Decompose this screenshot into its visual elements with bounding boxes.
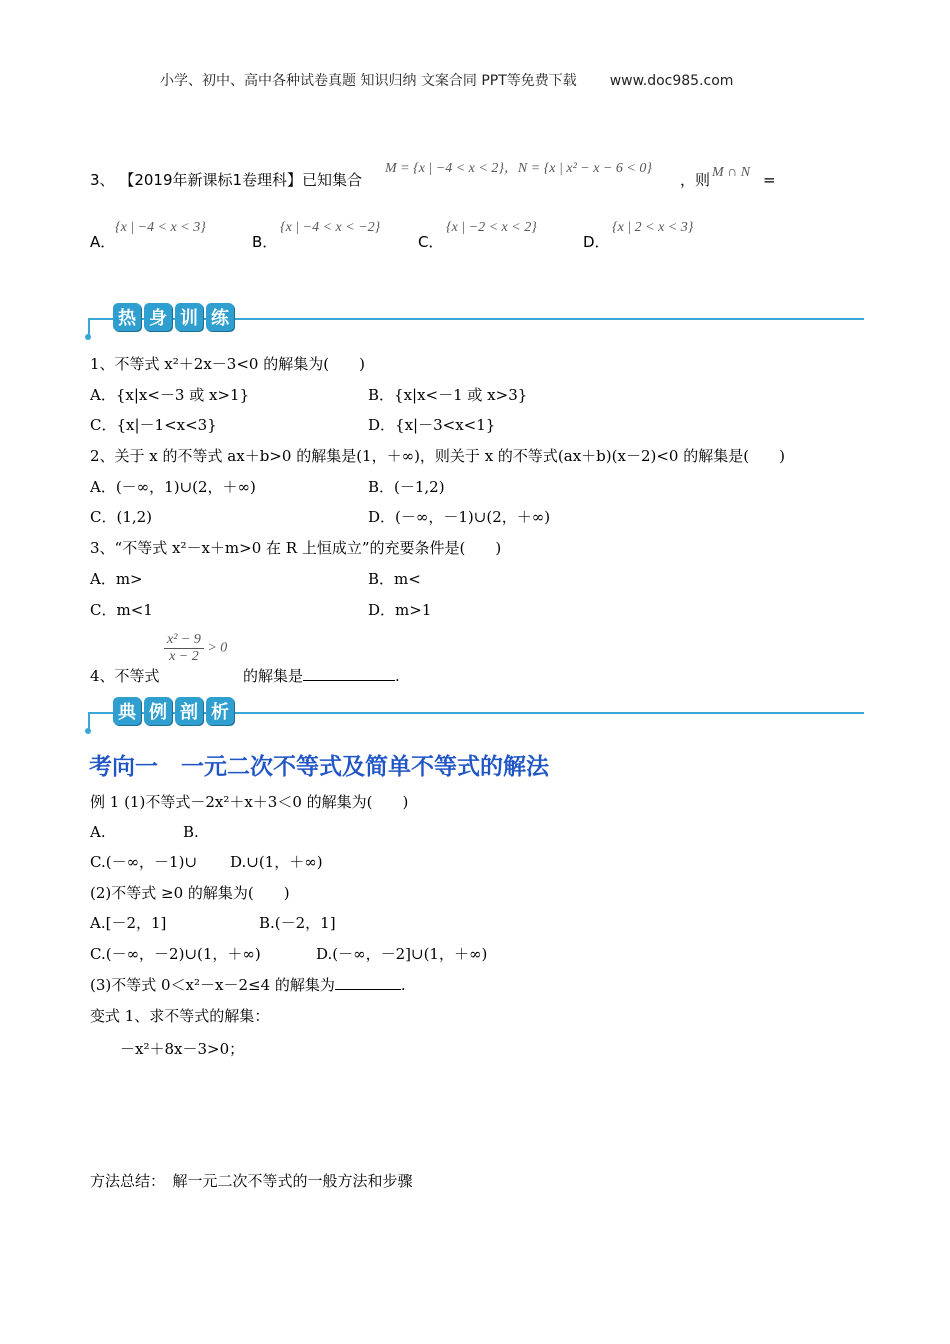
q3-number: 3、	[90, 171, 115, 189]
example-1-option-b: B.	[183, 823, 199, 841]
q3-option-b-math: {x | −4 < x < −2}	[280, 220, 381, 235]
banner-dot	[85, 334, 91, 340]
q3-option-d-label: D．	[583, 233, 610, 251]
warmup-q2-option-c: C．(1,2)	[90, 508, 153, 526]
header-site-link[interactable]: www.doc985.com	[609, 73, 734, 89]
example-2-option-c: C.(－∞，－2)∪(1，＋∞)	[90, 945, 261, 963]
warmup-q2-option-b: B．(－1,2)	[368, 478, 445, 496]
fraction	[164, 632, 204, 665]
examples-banner	[84, 696, 864, 730]
q3-tail	[680, 170, 710, 190]
warmup-q2-option-a: A．(－∞，1)∪(2，＋∞)	[90, 478, 256, 496]
q3-sets-formula: M = {x | −4 < x < 2}，N = {x | x² − x − 6 < 0}	[385, 161, 652, 176]
q4-period: .	[395, 667, 400, 685]
warmup-q3: 3、“不等式 x²－x＋m>0 在 R 上恒成立”的充要条件是( )	[90, 539, 502, 557]
banner-char: 训	[175, 303, 203, 331]
q4-suffix-text: 的解集是	[243, 667, 304, 685]
fraction-denominator: x − 2	[169, 649, 199, 664]
warmup-q4-suffix	[243, 666, 400, 686]
variant-1-inequality: －x²＋8x－3>0；	[120, 1040, 245, 1058]
part-3-text: (3)不等式 0＜x²－x－2≤4 的解集为	[90, 976, 335, 994]
example-2-option-a: A.[－2，1]	[90, 914, 167, 932]
banner-char: 例	[144, 697, 172, 725]
warmup-q3-option-a: A．m>	[90, 570, 143, 588]
q3-option-a-label: A．	[90, 233, 116, 251]
banner-title	[113, 303, 234, 331]
warmup-q3-option-c: C．m<1	[90, 601, 153, 619]
q3-option-a-math: {x | −4 < x < 3}	[115, 220, 206, 235]
example-1-part-3	[90, 975, 406, 995]
example-1-option-d: D.∪(1，＋∞)	[230, 853, 323, 871]
warmup-q2-option-d: D．(－∞，－1)∪(2，＋∞)	[368, 508, 551, 526]
warmup-q1: 1、不等式 x²＋2x－3<0 的解集为( )	[90, 355, 365, 373]
banner-title	[113, 697, 234, 725]
q3-source: 【2019年新课标1卷理科】已知集合	[119, 171, 363, 189]
banner-char: 身	[144, 303, 172, 331]
warmup-q1-option-b: B．{x|x<－1 或 x>3}	[368, 386, 528, 404]
warmup-q4-prefix: 4、不等式	[90, 667, 160, 685]
banner-char: 练	[206, 303, 234, 331]
q3-option-b-label: B．	[252, 233, 278, 251]
method-summary: 方法总结： 解一元二次不等式的一般方法和步骤	[90, 1172, 413, 1190]
banner-char: 典	[113, 697, 141, 725]
variant-1: 变式 1、求不等式的解集：	[90, 1007, 270, 1025]
warmup-q1-option-c: C．{x|－1<x<3}	[90, 416, 217, 434]
q3-equals: =	[763, 171, 776, 189]
example-1-option-a: A.	[90, 823, 106, 841]
warmup-q4-fraction	[164, 632, 227, 665]
answer-blank[interactable]	[303, 680, 395, 681]
banner-char: 热	[113, 303, 141, 331]
example-1-part-1: 例 1 (1)不等式－2x²＋x＋3＜0 的解集为( )	[90, 793, 409, 811]
page-header	[160, 70, 733, 90]
warmup-q1-option-d: D．{x|－3<x<1}	[368, 416, 496, 434]
warmup-q2: 2、关于 x 的不等式 ax＋b>0 的解集是(1，＋∞)，则关于 x 的不等式(ax＋b)(x－2)<0 的解集是( )	[90, 447, 785, 465]
example-1-option-c: C.(－∞，－1)∪	[90, 853, 198, 871]
example-1-part-2: (2)不等式 ≥0 的解集为( )	[90, 884, 290, 902]
q3-option-c-label: C．	[418, 233, 444, 251]
warmup-q1-option-a: A．{x|x<－3 或 x>1}	[90, 386, 250, 404]
warmup-q3-option-b: B．m<	[368, 570, 421, 588]
example-2-option-d: D.(－∞，－2]∪(1，＋∞)	[316, 945, 488, 963]
example-2-option-b: B.(－2，1]	[259, 914, 336, 932]
header-text: 小学、初中、高中各种试卷真题 知识归纳 文案合同 PPT等免费下载	[160, 73, 577, 89]
q3-option-c-math: {x | −2 < x < 2}	[446, 220, 537, 235]
banner-dot	[85, 728, 91, 734]
q3-intersection: M ∩ N	[712, 165, 751, 180]
fraction-numerator: x² − 9	[164, 632, 204, 649]
fraction-relation: > 0	[207, 640, 228, 656]
question-3-2019	[90, 170, 362, 190]
q3-option-d-math: {x | 2 < x < 3}	[612, 220, 694, 235]
banner-char: 剖	[175, 697, 203, 725]
part-3-period: .	[400, 976, 406, 994]
warmup-q3-option-d: D．m>1	[368, 601, 432, 619]
q3-tail-text: ，则	[680, 171, 711, 189]
section-heading: 考向一 一元二次不等式及简单不等式的解法	[89, 754, 549, 780]
answer-blank[interactable]	[335, 989, 401, 990]
warmup-banner	[84, 302, 864, 336]
banner-char: 析	[206, 697, 234, 725]
